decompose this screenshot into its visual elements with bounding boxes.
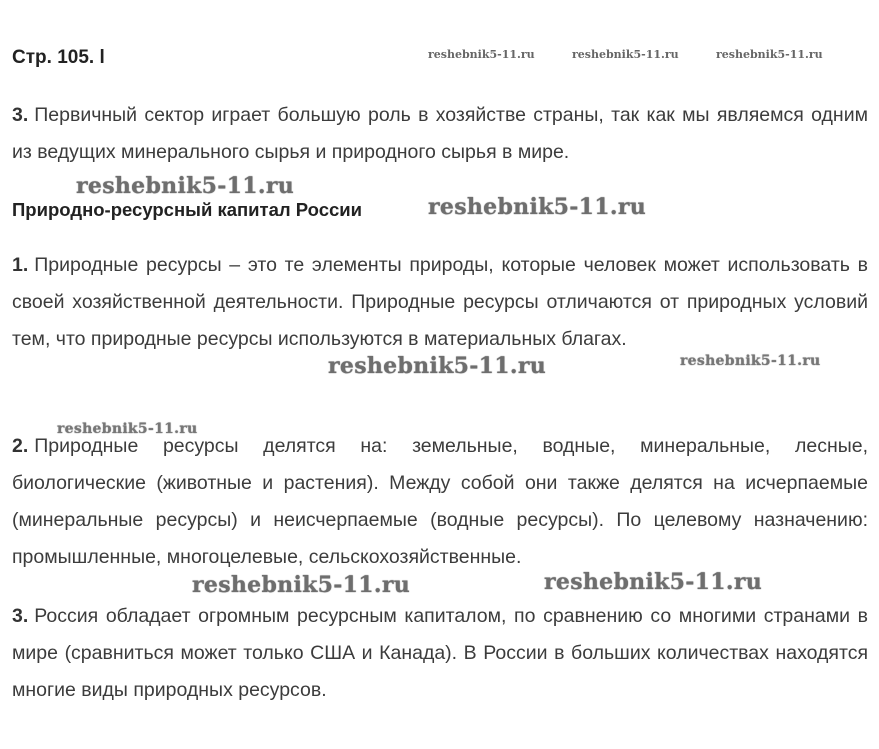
paragraph-number: 3.: [12, 605, 29, 627]
watermark: reshebnik5-11.ru: [680, 353, 821, 369]
watermark: reshebnik5-11.ru: [76, 173, 295, 199]
paragraph-1: [12, 247, 868, 358]
watermark: reshebnik5-11.ru: [328, 353, 547, 379]
paragraph-text: Природные ресурсы – это те элементы природы, которые человек может использовать в своей хозяйственной деятельности. Природные ресурсы отличаются от природных условий тем, что природные ресурсы используются в материальных благах.: [12, 254, 868, 350]
paragraph-3: [12, 598, 868, 709]
paragraph-number: 3.: [12, 104, 29, 126]
paragraph-text: Природные ресурсы делятся на: земельные, водные, минеральные, лесные, биологические (животные и растения). Между собой они также делятся на исчерпаемые (минеральные ресурсы) и неисчерпаемые (водные ресурсы). По целевому назначению: промышленные, многоцелевые, сельскохозяйственные.: [12, 435, 868, 568]
watermark: reshebnik5-11.ru: [192, 572, 411, 598]
watermark: reshebnik5-11.ru: [716, 48, 823, 61]
watermark: reshebnik5-11.ru: [572, 48, 679, 61]
paragraph-2: [12, 428, 868, 576]
watermark: reshebnik5-11.ru: [57, 421, 198, 437]
top-note-paragraph: [12, 97, 868, 171]
paragraph-text: Россия обладает огромным ресурсным капиталом, по сравнению со многими странами в мире (сравниться может только США и Канада). В России в больших количествах находятся многие виды природных ресурсов.: [12, 605, 868, 701]
section-title: Природно-ресурсный капитал России: [12, 199, 363, 220]
watermark: reshebnik5-11.ru: [544, 569, 763, 595]
watermark: reshebnik5-11.ru: [428, 194, 647, 220]
page-label: Стр. 105. l: [12, 47, 105, 68]
paragraph-number: 1.: [12, 254, 29, 276]
watermark: reshebnik5-11.ru: [428, 48, 535, 61]
paragraph-number: 2.: [12, 435, 29, 457]
paragraph-text: Первичный сектор играет большую роль в хозяйстве страны, так как мы являемся одним из ведущих минерального сырья и природного сырья в мире.: [12, 104, 868, 163]
